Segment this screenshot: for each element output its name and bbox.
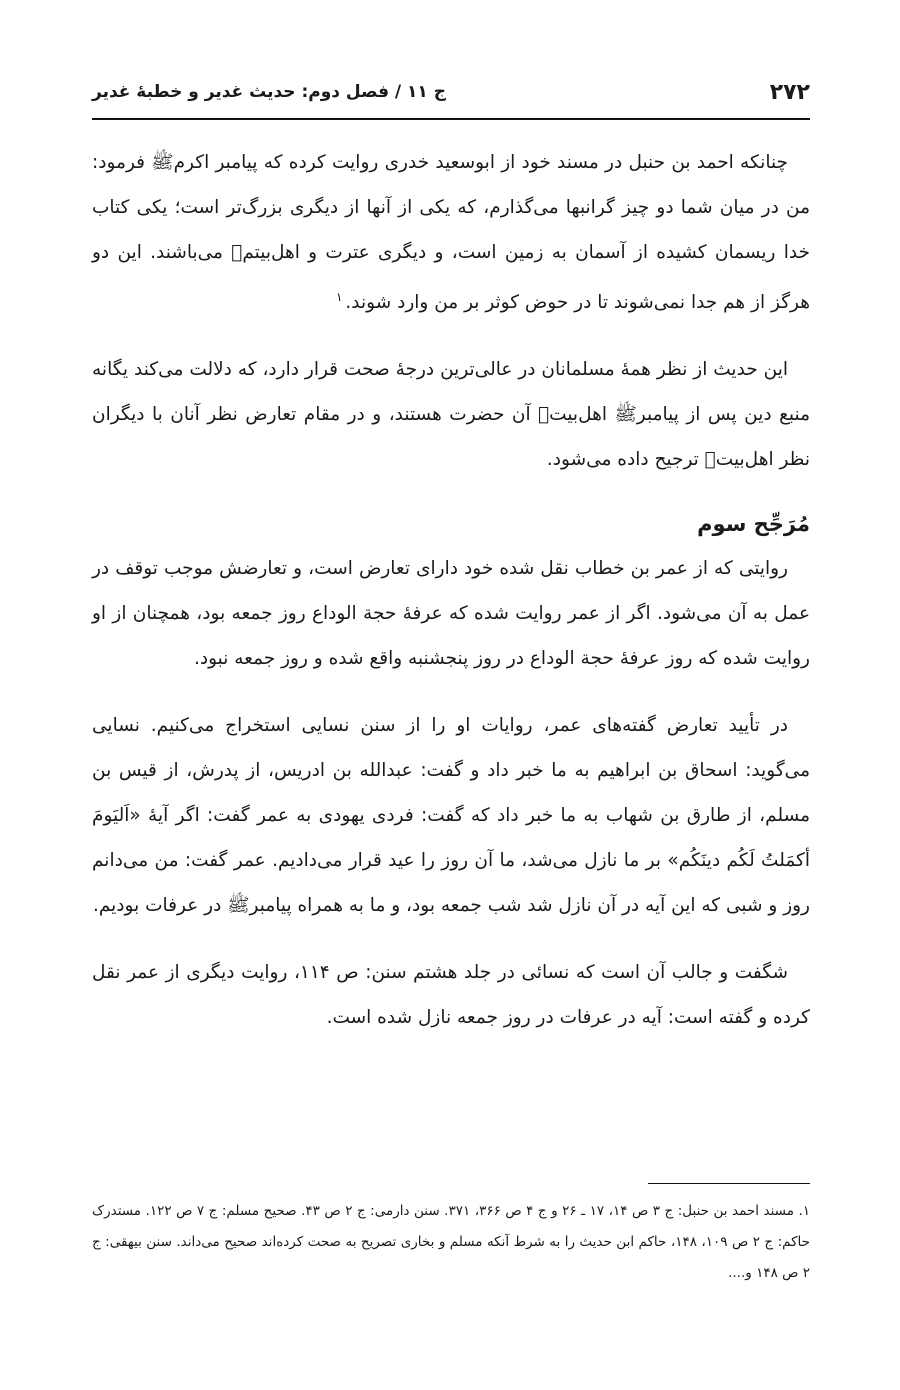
page-content xyxy=(92,140,810,1062)
page-header xyxy=(92,72,810,112)
footnote-reference-1: ۱ xyxy=(335,290,343,304)
body-paragraph-4: در تأیید تعارض گفته‌های عمر، روایات او را از سنن نسایی استخراج می‌کنیم. نسایی می‌گوید: اسحاق بن ابراهیم به ما خبر داد و گفت: عبدالله بن ادریس، از پدرش، از قیس بن مسلم، از طارق بن شهاب به ما خبر داد که گفت: فردی یهودی به عمر گفت: اگر آیهٔ «اَلیَومَ أکمَلتُ لَکُم دینَکُم» بر ما نازل می‌شد، ما آن روز را عید قرار می‌دادیم. عمر گفت: من می‌دانم روز و شبی که این آیه در آن نازل شد شب جمعه بود، و ما به همراه پیامبرﷺ در عرفات بودیم. xyxy=(92,715,810,917)
footnote-rule xyxy=(648,1183,810,1184)
body-paragraph-5: شگفت و جالب آن است که نسائی در جلد هشتم سنن: ص ۱۱۴، روایت دیگری از عمر نقل کرده و گفته است: آیه در عرفات در روز جمعه نازل شده است. xyxy=(92,962,810,1029)
footnote-1: ۱. مسند احمد بن حنبل: ج ۳ ص ۱۴، ۱۷ ـ ۲۶ و ج ۴ ص ۳۶۶، ۳۷۱. سنن دارمی: ج ۲ ص ۴۳. صحیح مسلم: ج ۷ ص ۱۲۲. مستدرک حاکم: ج ۲ ص ۱۰۹، ۱۴۸، حاکم ابن حدیث را به شرط آنکه مسلم و بخاری تصریح به صحت کرده‌اند صحیح می‌داند. سنن بیهقی: ج ۲ ص ۱۴۸ و.... xyxy=(92,1203,811,1281)
body-paragraph-1 xyxy=(92,140,810,325)
header-rule xyxy=(92,118,810,120)
running-head: ج ۱۱ / فصل دوم: حدیث غدیر و خطبهٔ غدیر xyxy=(92,82,446,102)
body-paragraph-3: روایتی که از عمر بن خطاب نقل شده خود دارای تعارض است، و تعارضش موجب توقف در عمل به آن می‌شود. اگر از عمر روایت شده که عرفهٔ حجة الوداع روز جمعه بود، همچنان از او روایت شده که روز عرفهٔ حجة الوداع در روز پنجشنبه واقع شده و روز جمعه نبود. xyxy=(92,558,810,670)
body-paragraph-2: این حدیث از نظر همهٔ مسلمانان در عالی‌ترین درجهٔ صحت قرار دارد، که دلالت می‌کند یگانه منبع دین پس از پیامبرﷺ اهل‌بیت﷩ آن حضرت هستند، و در مقام تعارض نظر آنان با دیگران نظر اهل‌بیت﷩ ترجیح داده می‌شود. xyxy=(92,359,810,471)
page-number: ۲۷۲ xyxy=(769,79,810,105)
body-paragraph-1-text: چنانکه احمد بن حنبل در مسند خود از ابوسعید خدری روایت کرده که پیامبر اکرمﷺ فرمود: من در میان شما دو چیز گرانبها می‌گذارم، که یکی از آنها از دیگری بزرگ‌تر است؛ یکی کتاب خدا ریسمان کشیده از آسمان به زمین است، و دیگری عترت و اهل‌بیتم﷩ می‌باشند. این دو هرگز از هم جدا نمی‌شوند تا در حوض کوثر بر من وارد شوند. xyxy=(92,152,810,314)
section-heading: مُرَجِّح سوم xyxy=(697,512,810,537)
footnotes xyxy=(92,1196,810,1289)
book-page xyxy=(92,0,810,1390)
